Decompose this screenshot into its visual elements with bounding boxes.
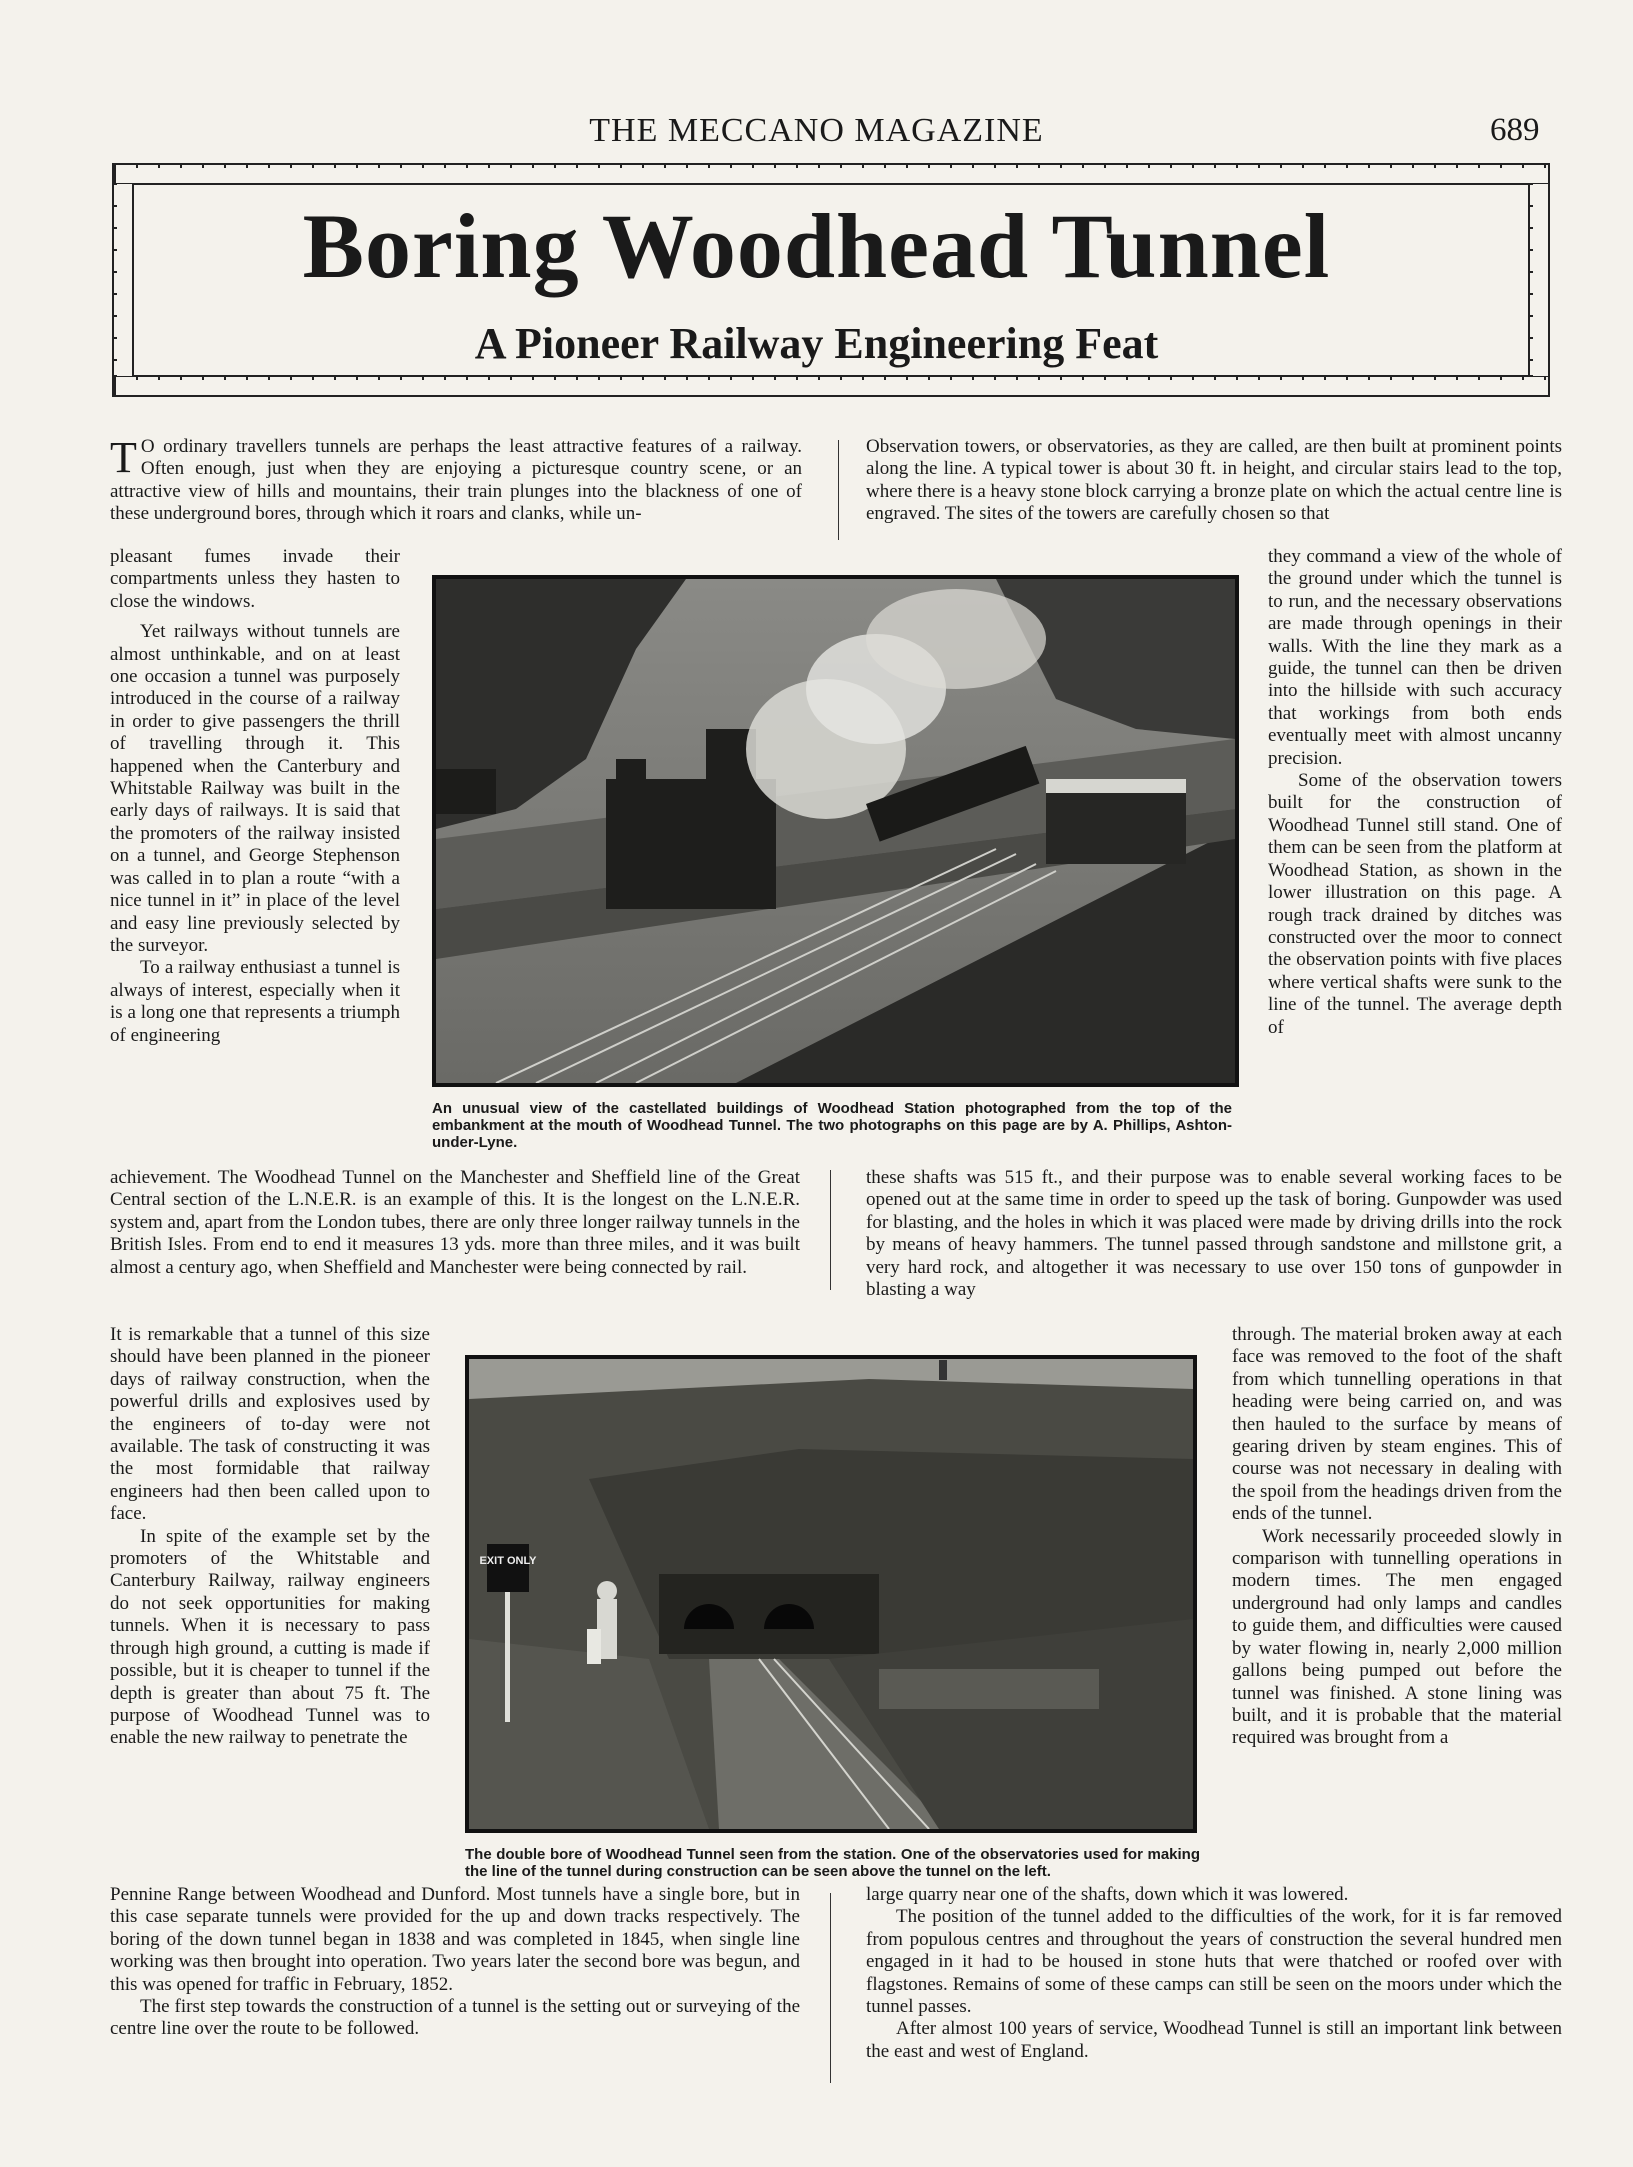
page-number: 689 [1490,112,1540,148]
article-column-bottom [110,1884,800,2041]
article-paragraph: these shafts was 515 ft., and their purpose was to enable several working faces to be opened out at the same time in order to speed up the task of boring. Gunpowder was used for blasting, and the holes in which it was placed were made by driving drills into the rock by means of heavy hammers. The tunnel passed through sandstone and millstone grit, a very hard rock, and altogether it was necessary to use over 150 tons of gunpowder in blasting a way [866,1167,1562,1301]
article-title: Boring Woodhead Tunnel [302,195,1331,297]
article-paragraph: through. The material broken away at each face was removed to the foot of the shaft from which tunnelling operations in that heading were being carried on, and was then hauled to the surface by means of gearing driven by steam engines. This of course was not necessary in dealing with the spoil from the headings driven from the ends of the tunnel. [1232,1324,1562,1525]
magazine-header: THE MECCANO MAGAZINE [589,112,1044,149]
article-paragraph: achievement. The Woodhead Tunnel on the Manchester and Sheffield line of the Great Central section of the L.N.E.R. is an example of this. It is the longest on the L.N.E.R. system and, apart from the London tubes, there are only three longer railway tunnels in the British Isles. From end to end it measures 13 yds. more than three miles, and it was built almost a century ago, when Sheffield and Manchester were being connected by rail. [110,1167,800,1278]
article-paragraph: Yet railways without tunnels are almost unthinkable, and on at least one occasion a tunnel was purposely introduced in the course of a railway in order to give passengers the thrill of travelling through it. This happened when the Canterbury and Whitstable Railway was built in the early days of railways. It is said that the promoters of the railway insisted on a tunnel, and George Stephenson was called in to plan a route “with a nice tunnel in it” in place of the level and easy line previously selected by the surveyor. [110,621,400,956]
article-paragraph: T O ordinary travellers tunnels are perhaps the least attractive features of a railway. Often enough, just when they are enjoying a picturesque country scene, or an attractive view of hills and mountains, their train plunges into the blackness of one of these underground bores, through which it roars and clanks, while un- [110,433,802,525]
title-border-right [1528,183,1550,377]
article-column-narrow [110,1324,430,1750]
exit-sign: EXIT ONLY [479,1555,537,1567]
tunnel-mouth-photo [465,1355,1197,1833]
title-border-left [112,183,134,377]
article-paragraph: Observation towers, or observatories, as they are called, are then built at prominent points along the line. A typical tower is about 30 ft. in height, and circular stairs lead to the top, where there is a heavy stone block carrying a bronze plate on which the actual centre line is engraved. The sites of the towers are carefully chosen so that [866,436,1562,525]
article-paragraph: It is remarkable that a tunnel of this size should have been planned in the pioneer days of railway construction, when the powerful drills and explosives used by the engineers of to-day were not available. The task of constructing it was the most formidable that railway engineers had then been called upon to face. [110,1324,430,1525]
article-column-bottom [866,1884,1562,2063]
article-paragraph: In spite of the example set by the promoters of the Whitstable and Canterbury Railway, railway engineers do not seek opportunities for making tunnels. When it is necessary to pass through high ground, a cutting is made if possible, but it is cheaper to tunnel if the depth is greater than about 75 ft. The purpose of Woodhead Tunnel was to enable the new railway to penetrate the [110,1525,430,1749]
article-paragraph: they command a view of the whole of the ground under which the tunnel is to run, and the necessary observations are made through openings in their walls. With the line they mark as a guide, the tunnel can then be driven into the hillside with such accuracy that workings from both ends eventually meet with almost uncanny precision. [1268,546,1562,769]
article-paragraph: Pennine Range between Woodhead and Dunford. Most tunnels have a single bore, but in this case separate tunnels were provided for the up and down tracks respectively. The boring of the down tunnel began in 1838 and was completed in 1845, when single line working was then brought into operation. Two years later the second bore was begun, and this was opened for traffic in February, 1852. [110,1884,800,1995]
woodhead-station-illustration [436,579,1235,1083]
bottom-photo-caption: The double bore of Woodhead Tunnel seen from the station. One of the observatories used for making the line of the tunnel during construction can be seen above the tunnel on the left. [465,1846,1200,1880]
title-border-bottom [112,375,1550,397]
article-paragraph: large quarry near one of the shafts, down which it was lowered. [866,1884,1349,1905]
drop-cap: T [110,433,137,482]
article-column-narrow [1268,546,1562,1039]
article-paragraph: Some of the observation towers built for the construction of Woodhead Tunnel still stand. One of them can be seen from the platform at Woodhead Station, as shown in the lower illustration on this page. A rough track drained by ditches was constructed over the moor to connect the observation points with five places where vertical shafts were sunk to the line of the tunnel. The average depth of [1268,770,1562,1038]
article-paragraph: To a railway enthusiast a tunnel is always of interest, especially when it is a long one that represents a triumph of engineering [110,957,400,1046]
top-photo-caption: An unusual view of the castellated buildings of Woodhead Station photographed from the top of the embankment at the mouth of Woodhead Tunnel. The two photographs on this page are by A. Phillips, Ashton-under-Lyne. [432,1100,1232,1151]
woodhead-station-photo [432,575,1239,1087]
article-paragraph: pleasant fumes invade their compartments unless they hasten to close the windows. [110,546,400,612]
article-paragraph: After almost 100 years of service, Woodhead Tunnel is still an important link between the east and west of England. [866,2018,1562,2062]
article-paragraph: The position of the tunnel added to the difficulties of the work, for it is far removed from populous centres and throughout the years of construction the several hundred men engaged in it had to be housed in stone huts that were thatched or roofed over with flagstones. Remains of some of these camps can still be seen on the moors under which the tunnel passes. [866,1906,1562,2018]
column-divider [830,1170,831,1290]
article-paragraph: The first step towards the construction of a tunnel is the setting out or surveying of the centre line over the route to be followed. [110,1996,800,2040]
column-divider [838,440,839,540]
article-subtitle: A Pioneer Railway Engineering Feat [474,319,1159,368]
title-border-top [112,163,1550,185]
article-column-narrow [110,546,400,1047]
column-divider [830,1893,831,2083]
article-column-narrow [1232,1324,1562,1750]
article-paragraph: Work necessarily proceeded slowly in comparison with tunnelling operations in modern times. The men engaged underground had only lamps and candles to guide them, and difficulties were caused by water flowing in, nearly 2,000 million gallons being pumped out before the tunnel was finished. A stone lining was built, and it is probable that the material required was brought from a [1232,1525,1562,1749]
tunnel-mouth-illustration [469,1359,1193,1829]
